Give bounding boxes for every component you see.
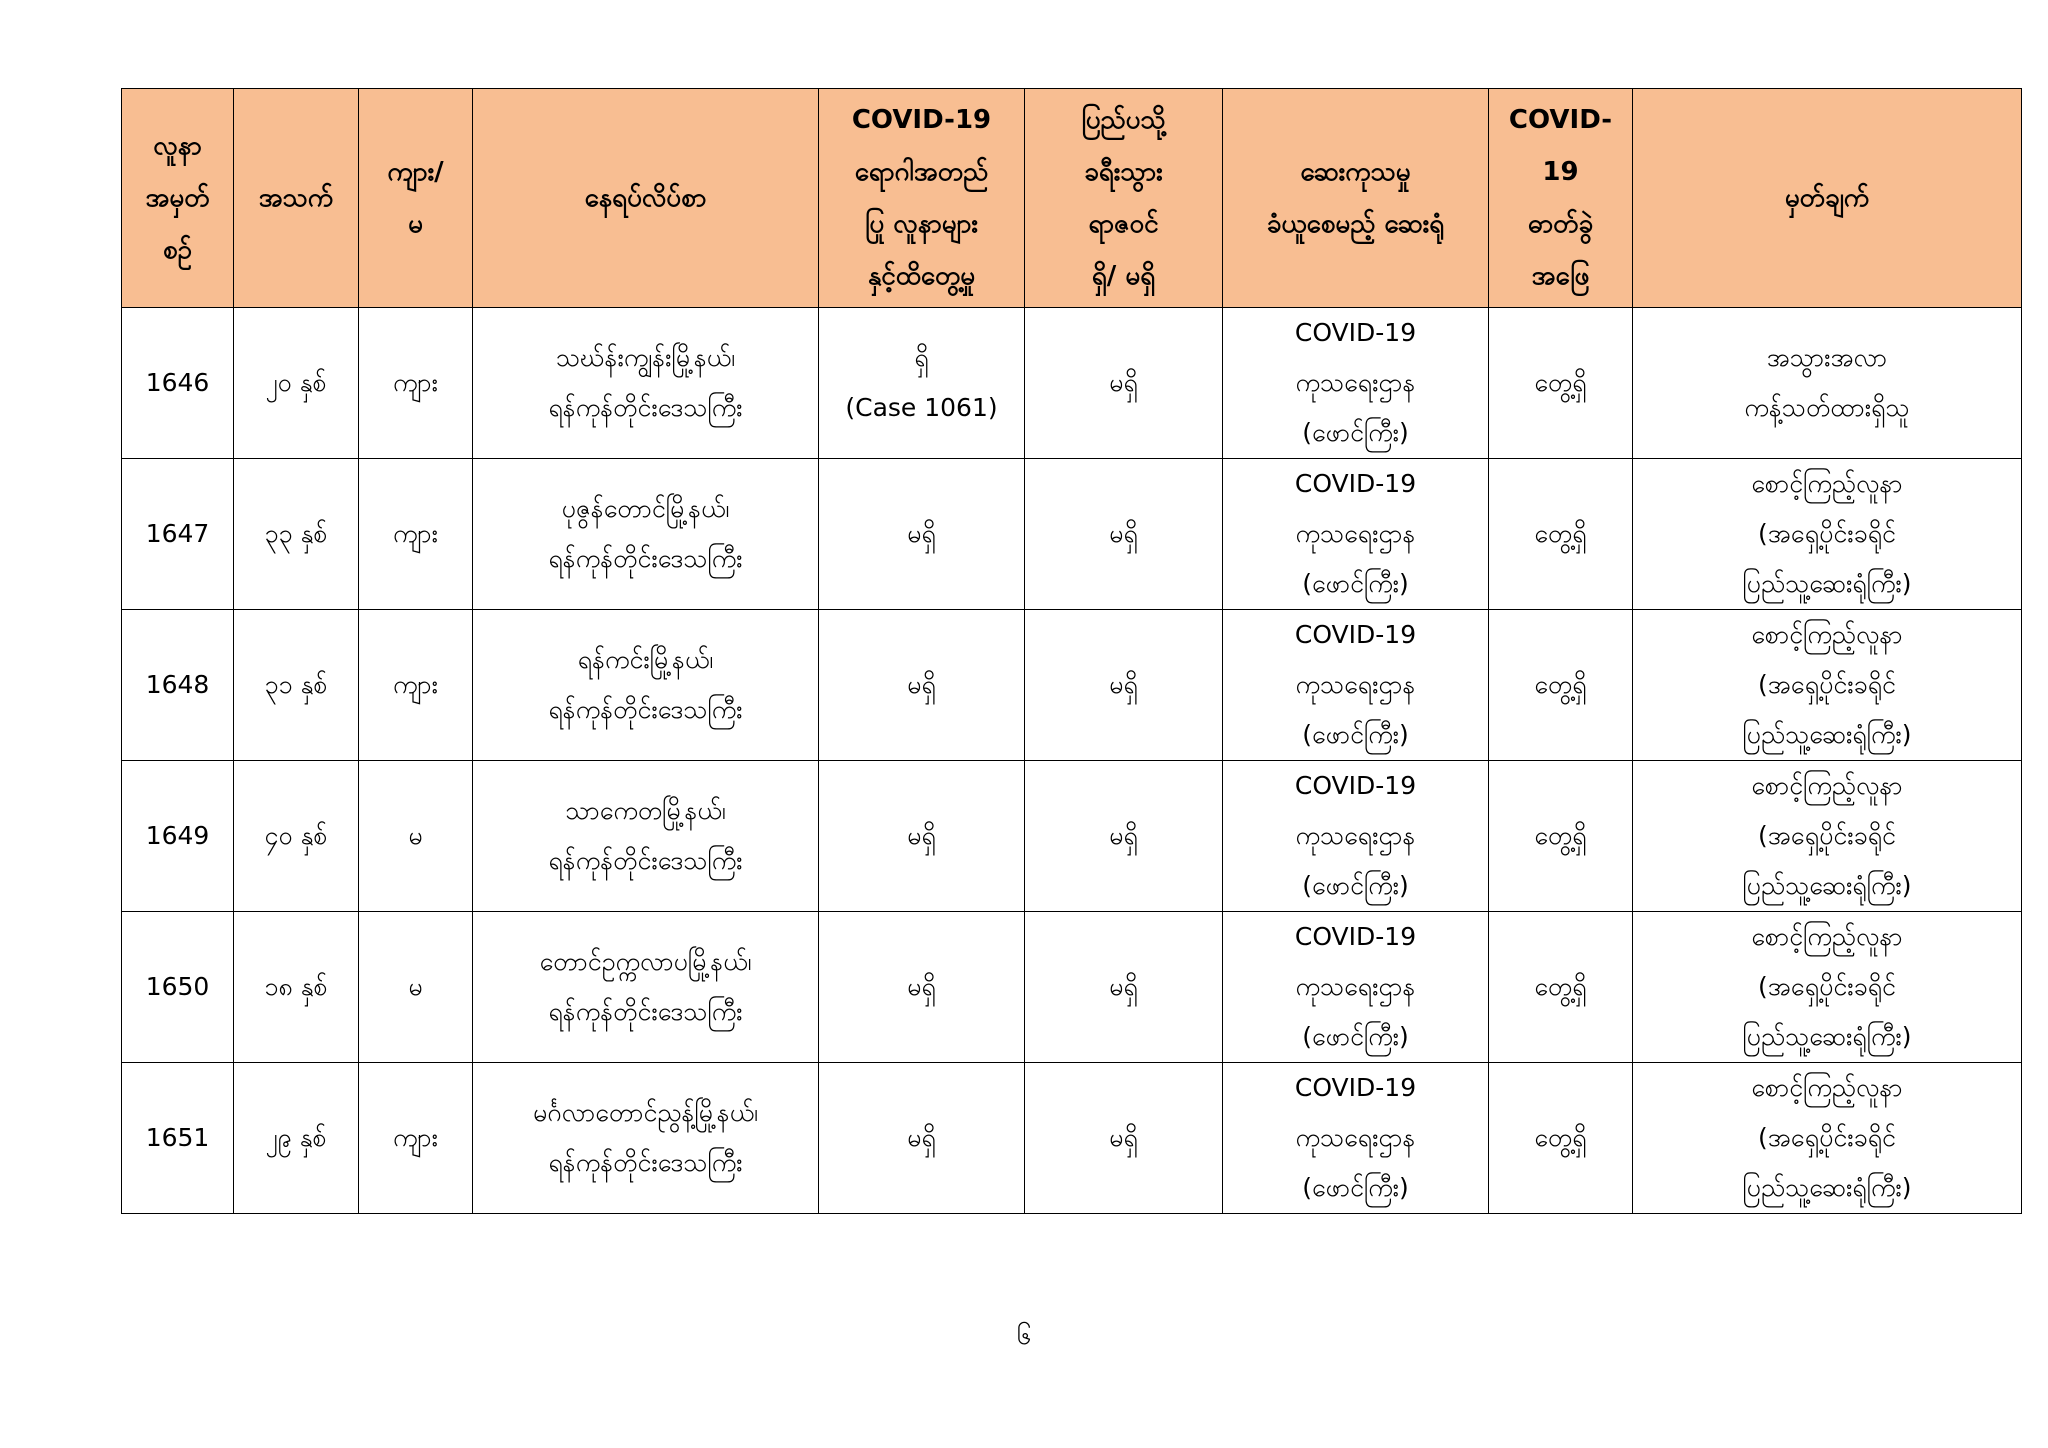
- cell-lab-result: တွေ့ရှိ: [1489, 912, 1633, 1063]
- cell-age: ၄၀ နှစ်: [234, 761, 359, 912]
- cell-hospital: COVID-19 ကုသရေးဌာန (ဖောင်ကြီး): [1223, 912, 1489, 1063]
- table-row: [122, 610, 2022, 761]
- cell-remarks: စောင့်ကြည့်လူနာ (အရှေ့ပိုင်းခရိုင် ပြည်သူ့ဆေးရုံကြီး): [1633, 610, 2022, 761]
- cell-sex: ကျား: [359, 459, 473, 610]
- cell-travel-history: မရှိ: [1025, 308, 1223, 459]
- cell-hospital: COVID-19 ကုသရေးဌာန (ဖောင်ကြီး): [1223, 1063, 1489, 1214]
- table-row: [122, 912, 2022, 1063]
- cell-remarks: စောင့်ကြည့်လူနာ (အရှေ့ပိုင်းခရိုင် ပြည်သူ့ဆေးရုံကြီး): [1633, 761, 2022, 912]
- header-remarks: မှတ်ချက်: [1633, 89, 2022, 308]
- table-row: [122, 761, 2022, 912]
- cell-address: တောင်ဥက္ကလာပမြို့နယ်၊ ရန်ကုန်တိုင်းဒေသကြီး: [473, 912, 819, 1063]
- cell-address: သဃ်န်းကျွန်းမြို့နယ်၊ ရန်ကုန်တိုင်းဒေသကြီး: [473, 308, 819, 459]
- cell-remarks: စောင့်ကြည့်လူနာ (အရှေ့ပိုင်းခရိုင် ပြည်သူ့ဆေးရုံကြီး): [1633, 1063, 2022, 1214]
- header-lab-result: COVID- 19 ဓာတ်ခွဲ အဖြေ: [1489, 89, 1633, 308]
- cell-address: သာကေတမြို့နယ်၊ ရန်ကုန်တိုင်းဒေသကြီး: [473, 761, 819, 912]
- cell-address: ပုဇွန်တောင်မြို့နယ်၊ ရန်ကုန်တိုင်းဒေသကြီး: [473, 459, 819, 610]
- cell-travel-history: မရှိ: [1025, 761, 1223, 912]
- cell-remarks: အသွားအလာ ကန့်သတ်ထားရှိသူ: [1633, 308, 2022, 459]
- cell-contact: မရှိ: [819, 459, 1025, 610]
- header-travel-history: ပြည်ပသို့ ခရီးသွား ရာဇဝင် ရှိ/ မရှိ: [1025, 89, 1223, 308]
- cell-hospital: COVID-19 ကုသရေးဌာန (ဖောင်ကြီး): [1223, 459, 1489, 610]
- cell-lab-result: တွေ့ရှိ: [1489, 308, 1633, 459]
- cell-sex: မ: [359, 761, 473, 912]
- header-age: အသက်: [234, 89, 359, 308]
- cell-patient-no: 1650: [122, 912, 234, 1063]
- cell-age: ၂၀ နှစ်: [234, 308, 359, 459]
- cell-patient-no: 1648: [122, 610, 234, 761]
- cell-patient-no: 1651: [122, 1063, 234, 1214]
- cell-sex: ကျား: [359, 308, 473, 459]
- header-sex: ကျား/ မ: [359, 89, 473, 308]
- cell-lab-result: တွေ့ရှိ: [1489, 1063, 1633, 1214]
- cell-address: မင်္ဂလာတောင်ညွန့်မြို့နယ်၊ ရန်ကုန်တိုင်းဒေသကြီး: [473, 1063, 819, 1214]
- cell-contact: မရှိ: [819, 610, 1025, 761]
- table-row: [122, 459, 2022, 610]
- cell-travel-history: မရှိ: [1025, 610, 1223, 761]
- header-hospital: ဆေးကုသမှု ခံယူစေမည့် ဆေးရုံ: [1223, 89, 1489, 308]
- cell-contact: မရှိ: [819, 1063, 1025, 1214]
- cell-remarks: စောင့်ကြည့်လူနာ (အရှေ့ပိုင်းခရိုင် ပြည်သူ့ဆေးရုံကြီး): [1633, 459, 2022, 610]
- cell-age: ၃၃ နှစ်: [234, 459, 359, 610]
- cell-remarks: စောင့်ကြည့်လူနာ (အရှေ့ပိုင်းခရိုင် ပြည်သူ့ဆေးရုံကြီး): [1633, 912, 2022, 1063]
- cell-travel-history: မရှိ: [1025, 912, 1223, 1063]
- cell-patient-no: 1646: [122, 308, 234, 459]
- cell-contact: ရှိ (Case 1061): [819, 308, 1025, 459]
- header-patient-no: လူနာ အမှတ် စဉ်: [122, 89, 234, 308]
- cell-age: ၁၈ နှစ်: [234, 912, 359, 1063]
- table-header-row: [122, 89, 2022, 308]
- cell-contact: မရှိ: [819, 912, 1025, 1063]
- header-contact: COVID-19 ရောဂါအတည် ပြု လူနာများ နှင့်ထိတွေ့မှု: [819, 89, 1025, 308]
- cell-hospital: COVID-19 ကုသရေးဌာန (ဖောင်ကြီး): [1223, 308, 1489, 459]
- cell-patient-no: 1649: [122, 761, 234, 912]
- cell-sex: ကျား: [359, 1063, 473, 1214]
- header-address: နေရပ်လိပ်စာ: [473, 89, 819, 308]
- cell-contact: မရှိ: [819, 761, 1025, 912]
- cell-age: ၂၉ နှစ်: [234, 1063, 359, 1214]
- cell-sex: မ: [359, 912, 473, 1063]
- table-row: [122, 308, 2022, 459]
- cell-lab-result: တွေ့ရှိ: [1489, 459, 1633, 610]
- cell-travel-history: မရှိ: [1025, 459, 1223, 610]
- table-row: [122, 1063, 2022, 1214]
- cell-address: ရန်ကင်းမြို့နယ်၊ ရန်ကုန်တိုင်းဒေသကြီး: [473, 610, 819, 761]
- page-number: ၆: [1016, 1321, 1032, 1351]
- cell-travel-history: မရှိ: [1025, 1063, 1223, 1214]
- cell-age: ၃၁ နှစ်: [234, 610, 359, 761]
- cell-hospital: COVID-19 ကုသရေးဌာန (ဖောင်ကြီး): [1223, 610, 1489, 761]
- cell-patient-no: 1647: [122, 459, 234, 610]
- cell-lab-result: တွေ့ရှိ: [1489, 761, 1633, 912]
- cell-lab-result: တွေ့ရှိ: [1489, 610, 1633, 761]
- cell-sex: ကျား: [359, 610, 473, 761]
- patients-table: [121, 88, 2022, 1214]
- cell-hospital: COVID-19 ကုသရေးဌာန (ဖောင်ကြီး): [1223, 761, 1489, 912]
